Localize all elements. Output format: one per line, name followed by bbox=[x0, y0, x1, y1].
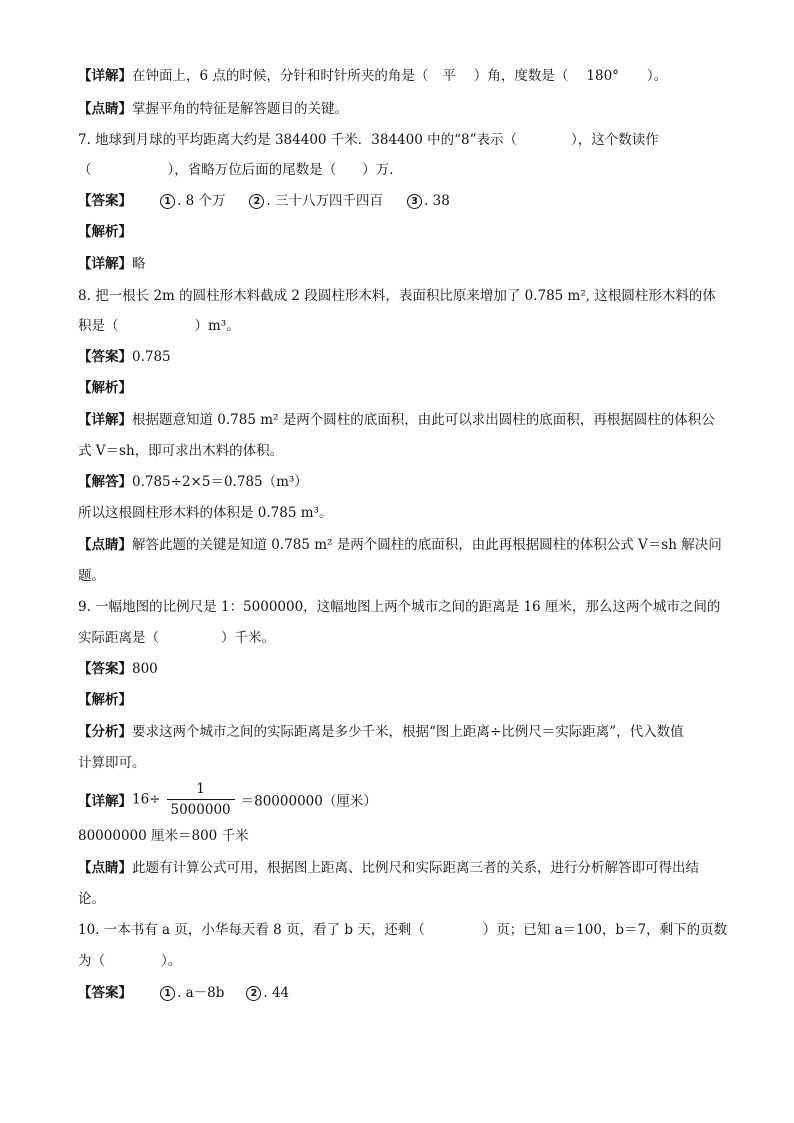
question-8-line-1: 8. 把一根长 2m 的圆柱形木料截成 2 段圆柱形木料，表面积比原来增加了 0.785 m², 这根圆柱形木料的体 bbox=[78, 288, 716, 304]
key-point-q9-line-1: 【点睛】此题有计算公式可用，根据图上距离、比例尺和实际距离三者的关系，进行分析解答即可得出结 bbox=[78, 860, 699, 876]
analysis-heading-q8: 【解析】 bbox=[78, 380, 132, 396]
scale-fraction: $\frac{1}{5000000}$ bbox=[167, 780, 235, 819]
answer-q9: 【答案】800 bbox=[78, 661, 158, 677]
detail-q9-formula: 【详解】16÷ $\frac{1}{5000000}$ ＝80000000（厘米） bbox=[78, 781, 377, 818]
analysis-q9-line-1: 【分析】要求这两个城市之间的实际距离是多少千米，根据“图上距离÷比例尺＝实际距离”，代入数值 bbox=[78, 724, 684, 740]
circled-number-3: 3 bbox=[407, 194, 422, 209]
question-10-line-2: 为（ ）。 bbox=[78, 953, 182, 969]
answer-q10: 【答案】 1 . a－8b 2 . 44 bbox=[78, 985, 290, 1001]
question-7-line-1: 7. 地球到月球的平均距离大约是 384400 千米．384400 中的“8”表示（ ），这个数读作 bbox=[78, 132, 659, 148]
analysis-q9-line-2: 计算即可。 bbox=[78, 755, 146, 771]
question-9-line-1: 9. 一幅地图的比例尺是 1：5000000，这幅地图上两个城市之间的距离是 16 厘米，那么这两个城市之间的 bbox=[78, 599, 721, 615]
key-point-q8-line-2: 题。 bbox=[78, 568, 105, 584]
key-point-q6: 【点睛】掌握平角的特征是解答题目的关键。 bbox=[78, 101, 348, 117]
detail-q7: 【详解】略 bbox=[78, 256, 146, 272]
analysis-heading-q7: 【解析】 bbox=[78, 224, 132, 240]
answer-q8: 【答案】0.785 bbox=[78, 349, 171, 365]
detail-line-q6: 【详解】在钟面上，6 点的时候，分针和时针所夹的角是（ 平 ）角，度数是（ 180° ）。 bbox=[78, 68, 668, 84]
question-7-line-2: （ ），省略万位后面的尾数是（ ）万． bbox=[78, 162, 403, 178]
detail-q8-line-2: 式 V＝sh，即可求出木料的体积。 bbox=[78, 443, 284, 459]
answer-q7: 【答案】 1 . 8 个万 2 . 三十八万四千四百 3 . 38 bbox=[78, 193, 450, 209]
circled-number-1: 1 bbox=[160, 194, 175, 209]
question-8-line-2: 积是（ ）m³。 bbox=[78, 318, 240, 334]
circled-number-2: 2 bbox=[246, 986, 261, 1001]
conclusion-q8: 所以这根圆柱形木料的体积是 0.785 m³。 bbox=[78, 505, 333, 521]
circled-number-1: 1 bbox=[160, 986, 175, 1001]
conversion-q9: 80000000 厘米＝800 千米 bbox=[78, 828, 249, 844]
question-9-line-2: 实际距离是（ ）千米。 bbox=[78, 630, 275, 646]
circled-number-2: 2 bbox=[249, 194, 264, 209]
question-10-line-1: 10. 一本书有 a 页，小华每天看 8 页，看了 b 天，还剩（ ）页；已知 a＝100，b＝7，剩下的页数 bbox=[78, 922, 728, 938]
key-point-q8-line-1: 【点睛】解答此题的关键是知道 0.785 m² 是两个圆柱的底面积，由此再根据圆柱的体积公式 V＝sh 解决问 bbox=[78, 537, 722, 553]
detail-q8-line-1: 【详解】根据题意知道 0.785 m² 是两个圆柱的底面积，由此可以求出圆柱的底面积，再根据圆柱的体积公 bbox=[78, 412, 715, 428]
key-point-q9-line-2: 论。 bbox=[78, 891, 105, 907]
solution-q8: 【解答】0.785÷2×5＝0.785（m³） bbox=[78, 474, 308, 490]
analysis-heading-q9: 【解析】 bbox=[78, 692, 132, 708]
